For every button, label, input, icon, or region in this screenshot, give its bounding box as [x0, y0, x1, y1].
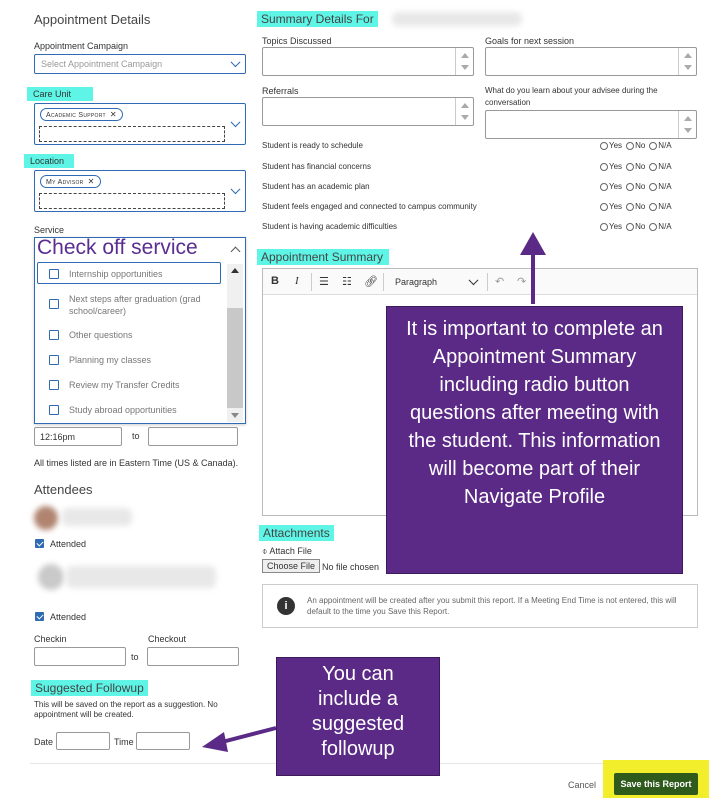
- topics-label: Topics Discussed: [262, 36, 332, 46]
- bullet-list-icon[interactable]: ☰: [319, 276, 329, 288]
- radio-question-label: Student has an academic plan: [262, 182, 370, 191]
- attach-file-link[interactable]: ⌽ Attach File: [262, 546, 312, 556]
- radio-option-label: No: [635, 162, 646, 172]
- link-icon[interactable]: 🔗︎: [364, 276, 378, 288]
- radio-question-label: Student is ready to schedule: [262, 141, 363, 150]
- attended-label: Attended: [50, 612, 87, 622]
- radio-question-label: Student feels engaged and connected to campus community: [262, 202, 477, 211]
- radio-option-label: Yes: [609, 182, 623, 192]
- suggested-followup-title: Suggested Followup: [31, 680, 148, 696]
- remove-tag-icon[interactable]: ✕: [109, 110, 117, 119]
- radio-option-label: Yes: [609, 162, 623, 172]
- info-text: An appointment will be created after you submit this report. If a Meeting End Time is not entered, this will default to the time you Save this Report.: [307, 596, 677, 616]
- checkout-label: Checkout: [148, 634, 187, 644]
- radio-question-label: Student is having academic difficulties: [262, 222, 398, 231]
- italic-button[interactable]: I: [295, 275, 299, 287]
- checkin-label: Checkin: [34, 634, 67, 644]
- learn-label: What do you learn about your advisee during the conversation: [485, 86, 658, 107]
- attended-label: Attended: [50, 539, 87, 549]
- redo-icon[interactable]: ↷: [517, 276, 527, 288]
- to-label: to: [132, 431, 140, 441]
- service-label: Service: [34, 225, 65, 235]
- radio-option-label: N/A: [658, 182, 672, 192]
- attendees-title: Attendees: [34, 482, 93, 497]
- date-label: Date: [34, 737, 54, 747]
- remove-tag-icon[interactable]: ✕: [87, 177, 95, 186]
- radio-option-label: N/A: [658, 162, 672, 172]
- location-label: Location: [24, 154, 74, 168]
- goals-label: Goals for next session: [485, 36, 575, 46]
- radio-option-label: N/A: [658, 202, 672, 212]
- attachments-title: Attachments: [259, 525, 334, 541]
- undo-icon[interactable]: ↶: [495, 276, 505, 288]
- paperclip-icon: ⌽: [262, 546, 268, 556]
- location-tag[interactable]: My Advisor ✕: [40, 175, 101, 188]
- no-file-label: No file chosen: [322, 562, 380, 572]
- radio-option-label: No: [635, 202, 646, 212]
- service-overlay-text: Check off service: [37, 236, 198, 259]
- campaign-placeholder: Select Appointment Campaign: [41, 59, 163, 69]
- care-unit-label: Care Unit: [27, 87, 93, 101]
- radio-option-label: No: [635, 222, 646, 232]
- time-label: Time: [114, 737, 134, 747]
- bold-button[interactable]: B: [271, 275, 279, 287]
- followup-arrow-icon: [202, 728, 276, 752]
- cancel-button[interactable]: Cancel: [568, 780, 597, 790]
- radio-option-label: No: [635, 182, 646, 192]
- radio-option-label: Yes: [609, 141, 623, 151]
- summary-arrow-icon: [520, 232, 546, 304]
- choose-file-button[interactable]: Choose File: [262, 559, 320, 573]
- referrals-label: Referrals: [262, 86, 299, 96]
- to-label: to: [131, 652, 139, 662]
- service-option[interactable]: Next steps after graduation (grad school/career): [45, 293, 217, 319]
- care-unit-tag[interactable]: Academic Support ✕: [40, 108, 123, 121]
- timezone-note: All times listed are in Eastern Time (US & Canada).: [34, 458, 239, 468]
- radio-option-label: N/A: [658, 222, 672, 232]
- appointment-summary-title: Appointment Summary: [257, 249, 389, 265]
- radio-option-label: No: [635, 141, 646, 151]
- campaign-label: Appointment Campaign: [34, 41, 129, 51]
- appointment-details-title: Appointment Details: [34, 12, 151, 27]
- summary-details-title: Summary Details For: [257, 11, 378, 27]
- info-icon: i: [277, 597, 295, 615]
- service-dropdown[interactable]: Check off service Internship opportunities Next steps after graduation (grad school/career) Other questions Planning my classes Review my Transfer Credits Study abroad opportunities: [34, 237, 246, 424]
- radio-option-label: Yes: [609, 202, 623, 212]
- save-report-button[interactable]: Save this Report: [614, 773, 698, 795]
- paragraph-select[interactable]: Paragraph: [391, 273, 481, 291]
- summary-callout: It is important to complete an Appointment Summary including radio button questions after meeting with the student. This information will become part of their Navigate Profile: [386, 306, 683, 574]
- numbered-list-icon[interactable]: ☷: [342, 276, 352, 288]
- radio-question-label: Student has financial concerns: [262, 162, 371, 171]
- radio-option-label: N/A: [658, 141, 672, 151]
- suggested-followup-note: This will be saved on the report as a suggestion. No appointment will be created.: [34, 700, 218, 719]
- start-time-input[interactable]: 12:16pm: [34, 427, 122, 446]
- followup-callout: You can include a suggested followup: [276, 657, 440, 776]
- radio-option-label: Yes: [609, 222, 623, 232]
